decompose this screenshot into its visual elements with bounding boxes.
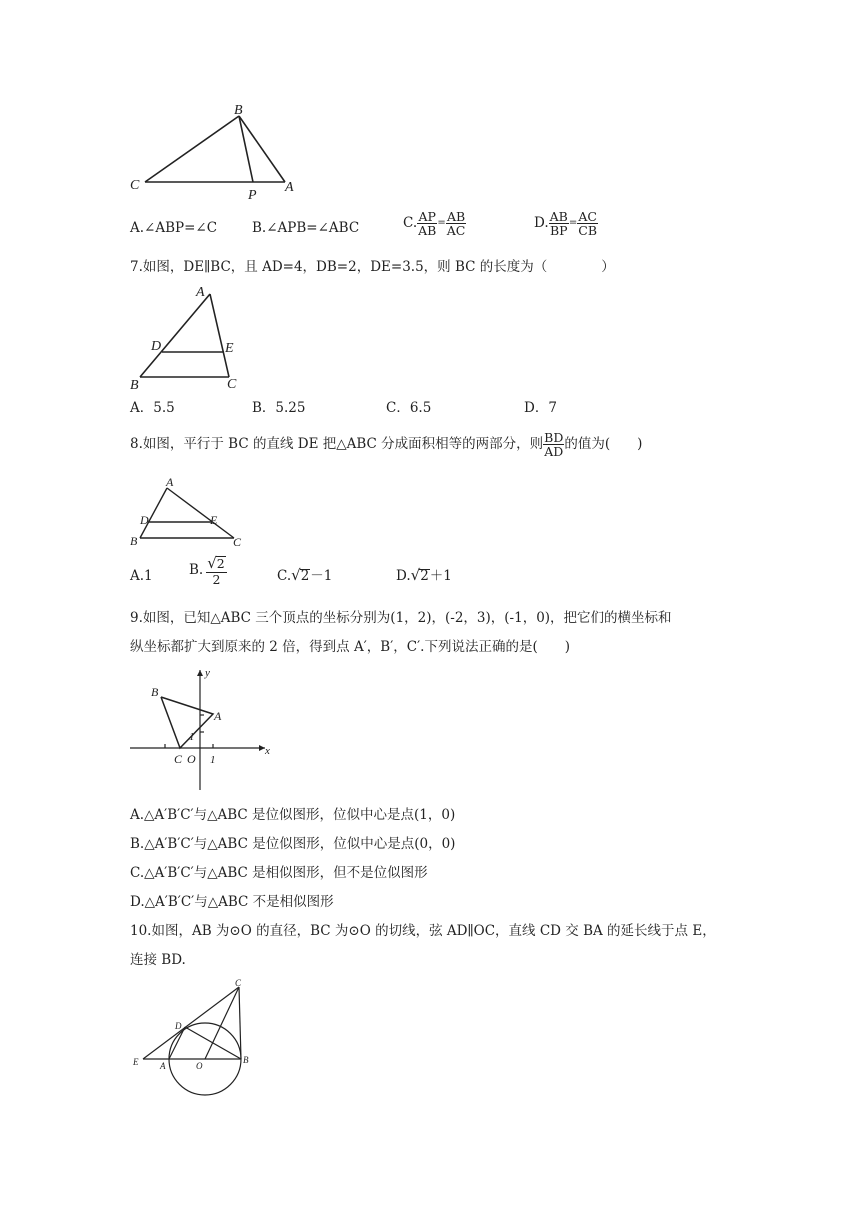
q9-option-d: D.△A′B′C′与△ABC 不是相似图形 — [130, 894, 334, 910]
q7-label-a: A — [196, 285, 205, 300]
q6-option-b: B.∠APB=∠ABC — [252, 220, 360, 236]
q10-stem-line2: 连接 BD. — [130, 952, 186, 968]
q9-label-one-y: 1 — [189, 731, 195, 743]
q8-label-b: B — [130, 534, 138, 548]
q10-label-b: B — [243, 1055, 249, 1065]
q7-option-d: D．7 — [524, 400, 557, 416]
q9-label-c: C — [174, 752, 183, 766]
q8-label-e: E — [210, 513, 218, 527]
q7-label-c: C — [227, 377, 237, 392]
q8-option-b: B. $\frac{√2}{2}$ — [189, 554, 225, 587]
q9-stem-line1: 9.如图，已知△ABC 三个顶点的坐标分别为(1，2)，(-2，3)，(-1，0)，把它们的横坐标和 — [130, 610, 672, 626]
q6-label-a: A — [285, 180, 294, 195]
q9-stem-line2: 纵坐标都扩大到原来的 2 倍，得到点 A′，B′，C′.下列说法正确的是( ) — [130, 639, 570, 655]
q10-label-o: O — [196, 1061, 203, 1071]
q6-label-b: B — [234, 103, 243, 118]
q10-label-c: C — [235, 978, 242, 988]
q7-stem: 7.如图，DE∥BC，且 AD=4，DB=2，DE=3.5，则 BC 的长度为（ ） — [130, 259, 615, 275]
q6-option-d: D. $\frac{AB}{BP}$ = $\frac{AC}{CB}$ — [534, 209, 597, 239]
q7-option-a: A．5.5 — [130, 400, 175, 416]
q10-label-e: E — [133, 1057, 139, 1067]
q8-label-a: A — [166, 475, 174, 489]
q8-label-d: D — [140, 513, 149, 527]
q8-triangle-figure — [125, 472, 250, 550]
q6-option-a: A.∠ABP=∠C — [130, 220, 218, 236]
q7-option-c: C．6.5 — [386, 400, 432, 416]
q9-option-b: B.△A′B′C′与△ABC 是位似图形，位似中心是点(0，0) — [130, 836, 456, 852]
q7-option-b: B．5.25 — [252, 400, 306, 416]
q9-option-c: C.△A′B′C′与△ABC 是相似图形，但不是位似图形 — [130, 865, 428, 881]
q6-option-c: C. $\frac{AP}{AB}$ = $\frac{AB}{AC}$ — [403, 209, 466, 239]
q9-label-one-x: 1 — [210, 754, 216, 766]
q8-option-d: D.√2＋1 — [396, 566, 452, 584]
q6-label-c: C — [130, 178, 140, 193]
q6-label-p: P — [248, 188, 257, 203]
q8-option-c: C.√2－1 — [277, 566, 333, 584]
q7-label-d: D — [151, 339, 162, 354]
q10-label-d: D — [175, 1021, 182, 1031]
q9-option-a: A.△A′B′C′与△ABC 是位似图形，位似中心是点(1，0) — [130, 807, 456, 823]
q8-stem: 8.如图，平行于 BC 的直线 DE 把△ABC 分成面积相等的两部分，则 $\frac{BD}{AD}$ 的值为( ) — [130, 430, 643, 460]
q9-coordinate-figure — [125, 662, 275, 794]
q7-label-b: B — [130, 378, 139, 393]
q9-label-y: y — [205, 667, 210, 679]
q7-triangle-figure — [125, 282, 250, 392]
q7-label-e: E — [225, 341, 234, 356]
q8-label-c: C — [233, 535, 242, 549]
q10-stem-line1: 10.如图，AB 为⊙O 的直径，BC 为⊙O 的切线，弦 AD∥OC，直线 CD 交 BA 的延长线于点 E， — [130, 923, 716, 939]
q10-circle-figure — [125, 975, 265, 1097]
q9-label-o: O — [187, 752, 196, 766]
q8-option-a: A.1 — [130, 568, 153, 584]
q9-label-x: x — [265, 745, 270, 757]
q9-label-a: A — [214, 709, 222, 723]
q6-triangle-figure — [125, 100, 315, 205]
q10-label-a: A — [160, 1061, 166, 1071]
q9-label-b: B — [151, 685, 159, 699]
